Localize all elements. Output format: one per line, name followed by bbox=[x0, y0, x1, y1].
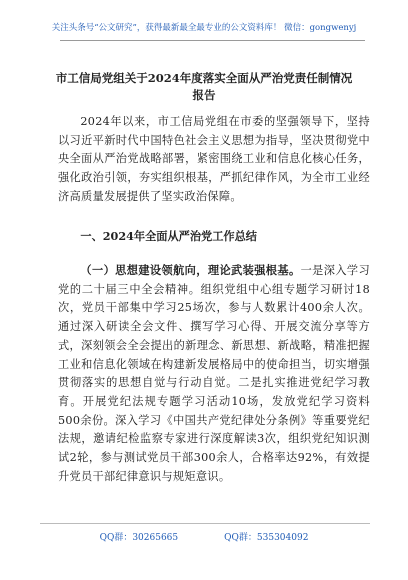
page-title bbox=[40, 70, 368, 104]
title-line-1: 市工信局党组关于2024年度落实全面从严治党责任制情况 bbox=[55, 71, 353, 85]
header-divider bbox=[60, 40, 365, 41]
subsection-1-body: 一是深入学习党的二十届三中全会精神。组织党组中心组专题学习研讨18次，党员干部集中学习25场次，参与人数累计400余人次。通过深入研读全会文件、撰写学习心得、开展交流分享等方式，深刻领会全会提出的新理念、新思想、新战略，精准把握工业和信息化领域在构建新发展格局中的使命担当，切实增强贯彻落实的思想自觉与行动自觉。二是扎实推进党纪学习教育。开展党纪法规专题学习活动10场，发放党纪学习资料500余份。深入学习《中国共产党纪律处分条例》等重要党纪法规，邀请纪检监察专家进行深度解读3次，组织党纪知识测试2轮，参与测试党员干部300余人，合格率达92%，有效提升党员干部纪律意识与规矩意识。 bbox=[58, 264, 370, 483]
footer-divider bbox=[40, 523, 370, 524]
section-heading-1: 一、2024年全面从严治党工作总结 bbox=[80, 229, 257, 243]
subsection-1-lead: （一）思想建设领航向，理论武装强根基。 bbox=[80, 263, 301, 277]
subsection-1-paragraph bbox=[58, 261, 370, 486]
title-line-2: 报告 bbox=[192, 88, 216, 102]
footer-qq-group-2: QQ群：535304092 bbox=[224, 533, 309, 543]
footer-qq-group-1: QQ群：30265665 bbox=[99, 533, 179, 543]
footer bbox=[0, 532, 408, 544]
banner-text: 关注头条号“公文研究”，获得最新最全最专业的公文资料库！ 微信：gongwenyj bbox=[51, 23, 357, 33]
top-banner bbox=[0, 22, 408, 34]
intro-paragraph: 2024年以来，市工信局党组在市委的坚强领导下，坚持以习近平新时代中国特色社会主义思想为指导，坚决贯彻党中央全面从严治党战略部署，紧密围绕工业和信息化核心任务，强化政治引领，夯实组织根基，严抓纪律作风，为全市工业经济高质量发展提供了坚实政治保障。 bbox=[58, 115, 370, 203]
